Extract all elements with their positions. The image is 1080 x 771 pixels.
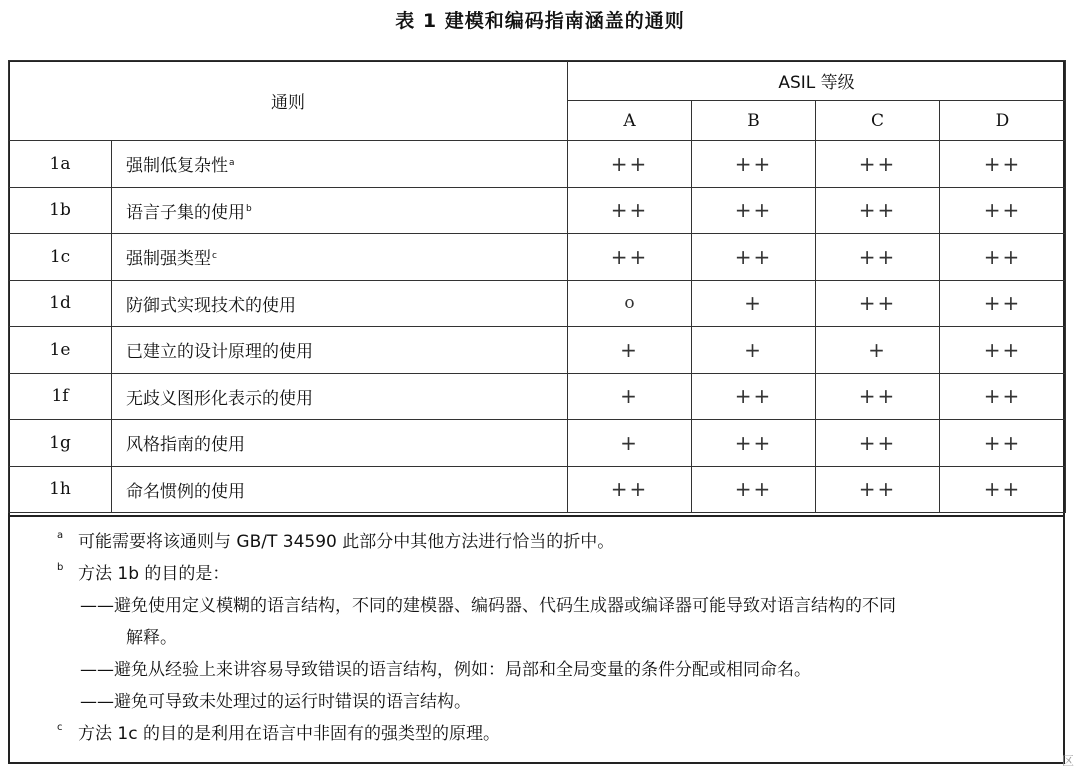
rating-cell-a	[568, 327, 692, 374]
rating-value: ++	[610, 151, 649, 176]
row-id: 1h	[9, 466, 112, 513]
row-principle	[112, 420, 568, 467]
rating-cell-b	[692, 187, 816, 234]
row-principle-text: 已建立的设计原理的使用	[126, 342, 313, 363]
level-header-c: C	[816, 101, 940, 141]
note-b-item-3	[8, 686, 1065, 718]
asil-table	[8, 60, 1066, 513]
row-id: 1d	[9, 280, 112, 327]
rating-value: ++	[983, 477, 1022, 502]
rating-value: +	[620, 430, 639, 455]
row-footnote-marker: a	[229, 157, 235, 168]
row-principle	[112, 141, 568, 188]
rating-value: ++	[610, 244, 649, 269]
rating-cell-c	[816, 234, 940, 281]
rating-value: ++	[983, 337, 1022, 362]
rating-cell-a	[568, 466, 692, 513]
rating-value: ++	[610, 477, 649, 502]
rating-cell-d	[940, 280, 1066, 327]
row-footnote-marker: b	[246, 204, 252, 215]
note-b-item-1-cont	[8, 622, 1065, 654]
rating-value: ++	[983, 384, 1022, 409]
row-id: 1f	[9, 373, 112, 420]
level-header-a: A	[568, 101, 692, 141]
table-row	[9, 141, 1066, 188]
principle-header: 通则	[9, 61, 568, 141]
rating-cell-d	[940, 141, 1066, 188]
rating-cell-b	[692, 466, 816, 513]
rating-value: +	[868, 337, 887, 362]
rating-value: ++	[983, 430, 1022, 455]
rating-cell-d	[940, 327, 1066, 374]
rating-cell-b	[692, 280, 816, 327]
row-principle	[112, 466, 568, 513]
row-principle	[112, 327, 568, 374]
rating-cell-d	[940, 187, 1066, 234]
rating-cell-c	[816, 420, 940, 467]
row-principle-text: 风格指南的使用	[126, 435, 245, 456]
rating-cell-a	[568, 141, 692, 188]
rating-value: ++	[858, 384, 897, 409]
note-b-item-1-text: ——避免使用定义模糊的语言结构，不同的建模器、编码器、代码生成器或编译器可能导致对语言结构的不同	[80, 596, 896, 616]
rating-value: +	[620, 384, 639, 409]
rating-value: ++	[734, 384, 773, 409]
note-c	[8, 718, 1065, 750]
table-notes	[8, 515, 1065, 764]
rating-value: +	[744, 291, 763, 316]
rating-value: o	[624, 293, 635, 314]
rating-value: ++	[610, 198, 649, 223]
rating-value: ++	[734, 151, 773, 176]
note-c-marker: c	[57, 722, 63, 733]
rating-cell-b	[692, 141, 816, 188]
table-row	[9, 187, 1066, 234]
row-id: 1a	[9, 141, 112, 188]
table-row	[9, 280, 1066, 327]
table-row	[9, 373, 1066, 420]
note-b-text: 方法 1b 的目的是：	[78, 564, 230, 584]
rating-value: ++	[858, 244, 897, 269]
rating-value: +	[744, 337, 763, 362]
rating-value: ++	[858, 430, 897, 455]
rating-value: ++	[734, 244, 773, 269]
note-b	[8, 558, 1065, 590]
row-id: 1g	[9, 420, 112, 467]
rating-value: ++	[734, 477, 773, 502]
note-b-item-1-cont-text: 解释。	[126, 628, 177, 648]
table-row	[9, 466, 1066, 513]
rating-value: ++	[858, 198, 897, 223]
row-id: 1b	[9, 187, 112, 234]
corner-glyph: 区	[1061, 754, 1074, 768]
row-principle-text: 无歧义图形化表示的使用	[126, 388, 313, 409]
row-principle-text: 强制低复杂性	[126, 156, 228, 177]
note-b-item-1	[8, 590, 1065, 622]
rating-cell-a	[568, 187, 692, 234]
rating-cell-a	[568, 373, 692, 420]
row-principle-text: 强制强类型	[126, 249, 211, 270]
row-principle	[112, 280, 568, 327]
rating-value: +	[620, 337, 639, 362]
rating-value: ++	[858, 151, 897, 176]
note-c-text: 方法 1c 的目的是利用在语言中非固有的强类型的原理。	[78, 724, 500, 744]
table-row	[9, 420, 1066, 467]
rating-cell-c	[816, 373, 940, 420]
note-a	[8, 526, 1065, 558]
table-row	[9, 327, 1066, 374]
rating-value: ++	[858, 291, 897, 316]
row-id: 1c	[9, 234, 112, 281]
rating-value: ++	[858, 477, 897, 502]
rating-cell-d	[940, 234, 1066, 281]
rating-cell-c	[816, 280, 940, 327]
rating-value: ++	[734, 430, 773, 455]
note-a-text: 可能需要将该通则与 GB/T 34590 此部分中其他方法进行恰当的折中。	[78, 532, 615, 552]
note-b-item-2-text: ——避免从经验上来讲容易导致错误的语言结构，例如：局部和全局变量的条件分配或相同命名。	[80, 660, 811, 680]
table-body	[9, 141, 1066, 513]
table-title: 表 1 建模和编码指南涵盖的通则	[395, 10, 685, 32]
row-principle	[112, 234, 568, 281]
note-a-marker: a	[57, 530, 64, 541]
rating-cell-b	[692, 420, 816, 467]
note-b-item-2	[8, 654, 1065, 686]
rating-cell-d	[940, 466, 1066, 513]
row-footnote-marker: c	[212, 250, 217, 261]
row-principle-text: 语言子集的使用	[126, 202, 245, 223]
rating-value: ++	[983, 198, 1022, 223]
rating-cell-a	[568, 280, 692, 327]
row-principle	[112, 187, 568, 234]
asil-header-label: ASIL 等级	[778, 73, 855, 93]
rating-cell-a	[568, 234, 692, 281]
rating-cell-b	[692, 373, 816, 420]
rating-cell-c	[816, 466, 940, 513]
rating-cell-c	[816, 187, 940, 234]
rating-value: ++	[734, 198, 773, 223]
rating-value: ++	[983, 291, 1022, 316]
level-header-d: D	[940, 101, 1066, 141]
rating-cell-a	[568, 420, 692, 467]
row-id: 1e	[9, 327, 112, 374]
row-principle-text: 防御式实现技术的使用	[126, 295, 296, 316]
rating-cell-b	[692, 234, 816, 281]
rating-value: ++	[983, 244, 1022, 269]
level-header-b: B	[692, 101, 816, 141]
table-row	[9, 234, 1066, 281]
asil-header	[568, 61, 1066, 101]
rating-value: ++	[983, 151, 1022, 176]
rating-cell-b	[692, 327, 816, 374]
rating-cell-c	[816, 327, 940, 374]
row-principle	[112, 373, 568, 420]
note-b-item-3-text: ——避免可导致未处理过的运行时错误的语言结构。	[80, 692, 471, 712]
rating-cell-c	[816, 141, 940, 188]
note-b-marker: b	[57, 562, 64, 573]
row-principle-text: 命名惯例的使用	[126, 481, 245, 502]
rating-cell-d	[940, 373, 1066, 420]
rating-cell-d	[940, 420, 1066, 467]
